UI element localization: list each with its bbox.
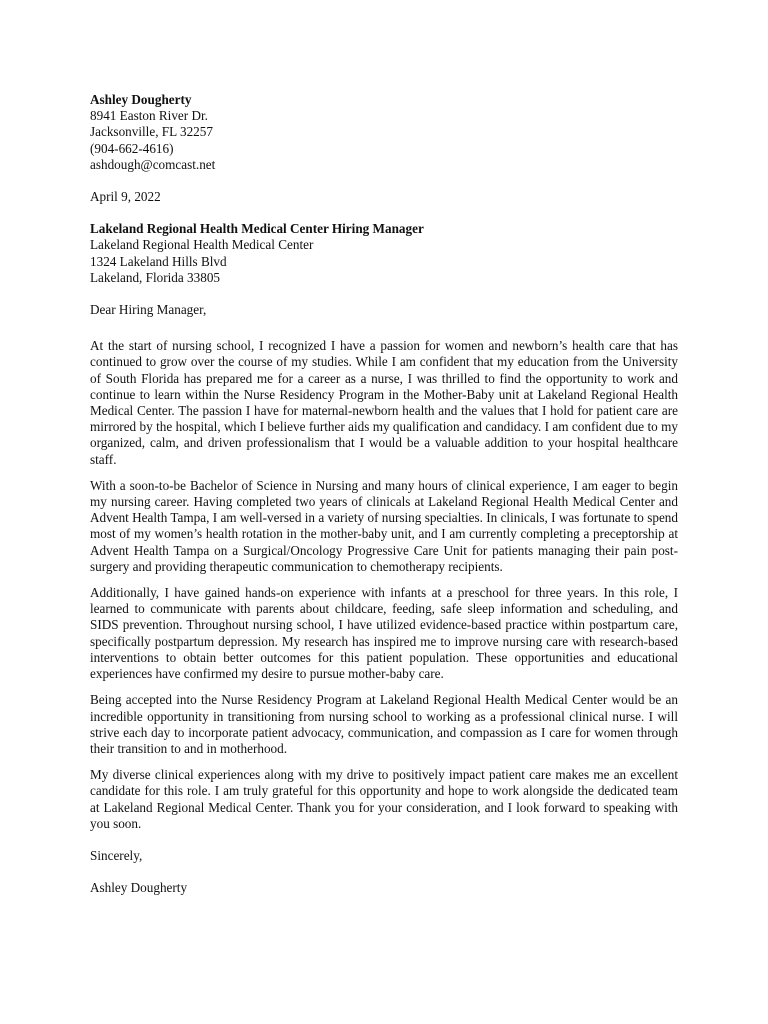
- closing: Sincerely,: [90, 847, 143, 863]
- letter-content: [90, 92, 678, 896]
- sender-phone: (904-662-4616): [90, 140, 174, 156]
- body-paragraph-1: At the start of nursing school, I recognized I have a passion for women and newborn’s health care that has continued to grow over the course of my studies. While I am confident that my education from the University of South Florida has prepared me for a career as a nurse, I was thrilled to find the opportunity to work and continue to learn within the Nurse Residency Program in the Mother-Baby unit at Lakeland Regional Health Medical Center. The passion I have for maternal-newborn health and the values that I hold for patient care are mirrored by the hospital, which I believe further aids my qualification and candidacy. I am confident due to my organized, calm, and driven professionalism that I would be a valuable addition to your hospital healthcare staff.: [90, 338, 678, 467]
- sender-email: ashdough@comcast.net: [90, 156, 216, 172]
- body-paragraph-3: Additionally, I have gained hands-on experience with infants at a preschool for three years. In this role, I learned to communicate with parents about childcare, feeding, safe sleep information and scheduling, and SIDS prevention. Throughout nursing school, I have utilized evidence-based practice within postpartum care, specifically postpartum depression. My research has inspired me to improve nursing care with research-based interventions to obtain better outcomes for this patient population. These opportunities and educational experiences have confirmed my desire to pursue mother-baby care.: [90, 585, 678, 682]
- recipient-org: Lakeland Regional Health Medical Center: [90, 237, 314, 253]
- body-paragraph-5: My diverse clinical experiences along with my drive to positively impact patient care makes me an excellent candidate for this role. I am truly grateful for this opportunity and hope to work alongside the dedicated team at Lakeland Regional Medical Center. Thank you for your consideration, and I look forward to speaking with you soon.: [90, 767, 678, 831]
- body-paragraph-4: Being accepted into the Nurse Residency Program at Lakeland Regional Health Medical Center would be an incredible opportunity in transitioning from nursing school to working as a professional clinical nurse. I will strive each day to incorporate patient advocacy, communication, and compassion as I care for women through their transition to and in motherhood.: [90, 692, 678, 756]
- salutation: Dear Hiring Manager,: [90, 302, 207, 318]
- signature: Ashley Dougherty: [90, 880, 188, 896]
- letter-date: April 9, 2022: [90, 189, 161, 205]
- recipient-street: 1324 Lakeland Hills Blvd: [90, 253, 227, 269]
- sender-name: Ashley Dougherty: [90, 92, 192, 107]
- sender-block: [90, 92, 678, 173]
- sender-street: 8941 Easton River Dr.: [90, 108, 208, 124]
- recipient-title: Lakeland Regional Health Medical Center Hiring Manager: [90, 221, 424, 237]
- body-paragraph-2: With a soon-to-be Bachelor of Science in Nursing and many hours of clinical experience, I am eager to begin my nursing career. Having completed two years of clinicals at Lakeland Regional Health Medical Center and Advent Health Tampa, I am well-versed in a variety of nursing specialties. In clinicals, I was fortunate to spend most of my women’s health rotation in the mother-baby unit, and I am currently completing a preceptorship at Advent Health Tampa on a Surgical/Oncology Progressive Care Unit for patients managing their pain post-surgery and providing therapeutic communication to chemotherapy recipients.: [90, 477, 678, 574]
- sender-city: Jacksonville, FL 32257: [90, 124, 213, 140]
- recipient-block: [90, 221, 678, 286]
- recipient-city: Lakeland, Florida 33805: [90, 269, 221, 285]
